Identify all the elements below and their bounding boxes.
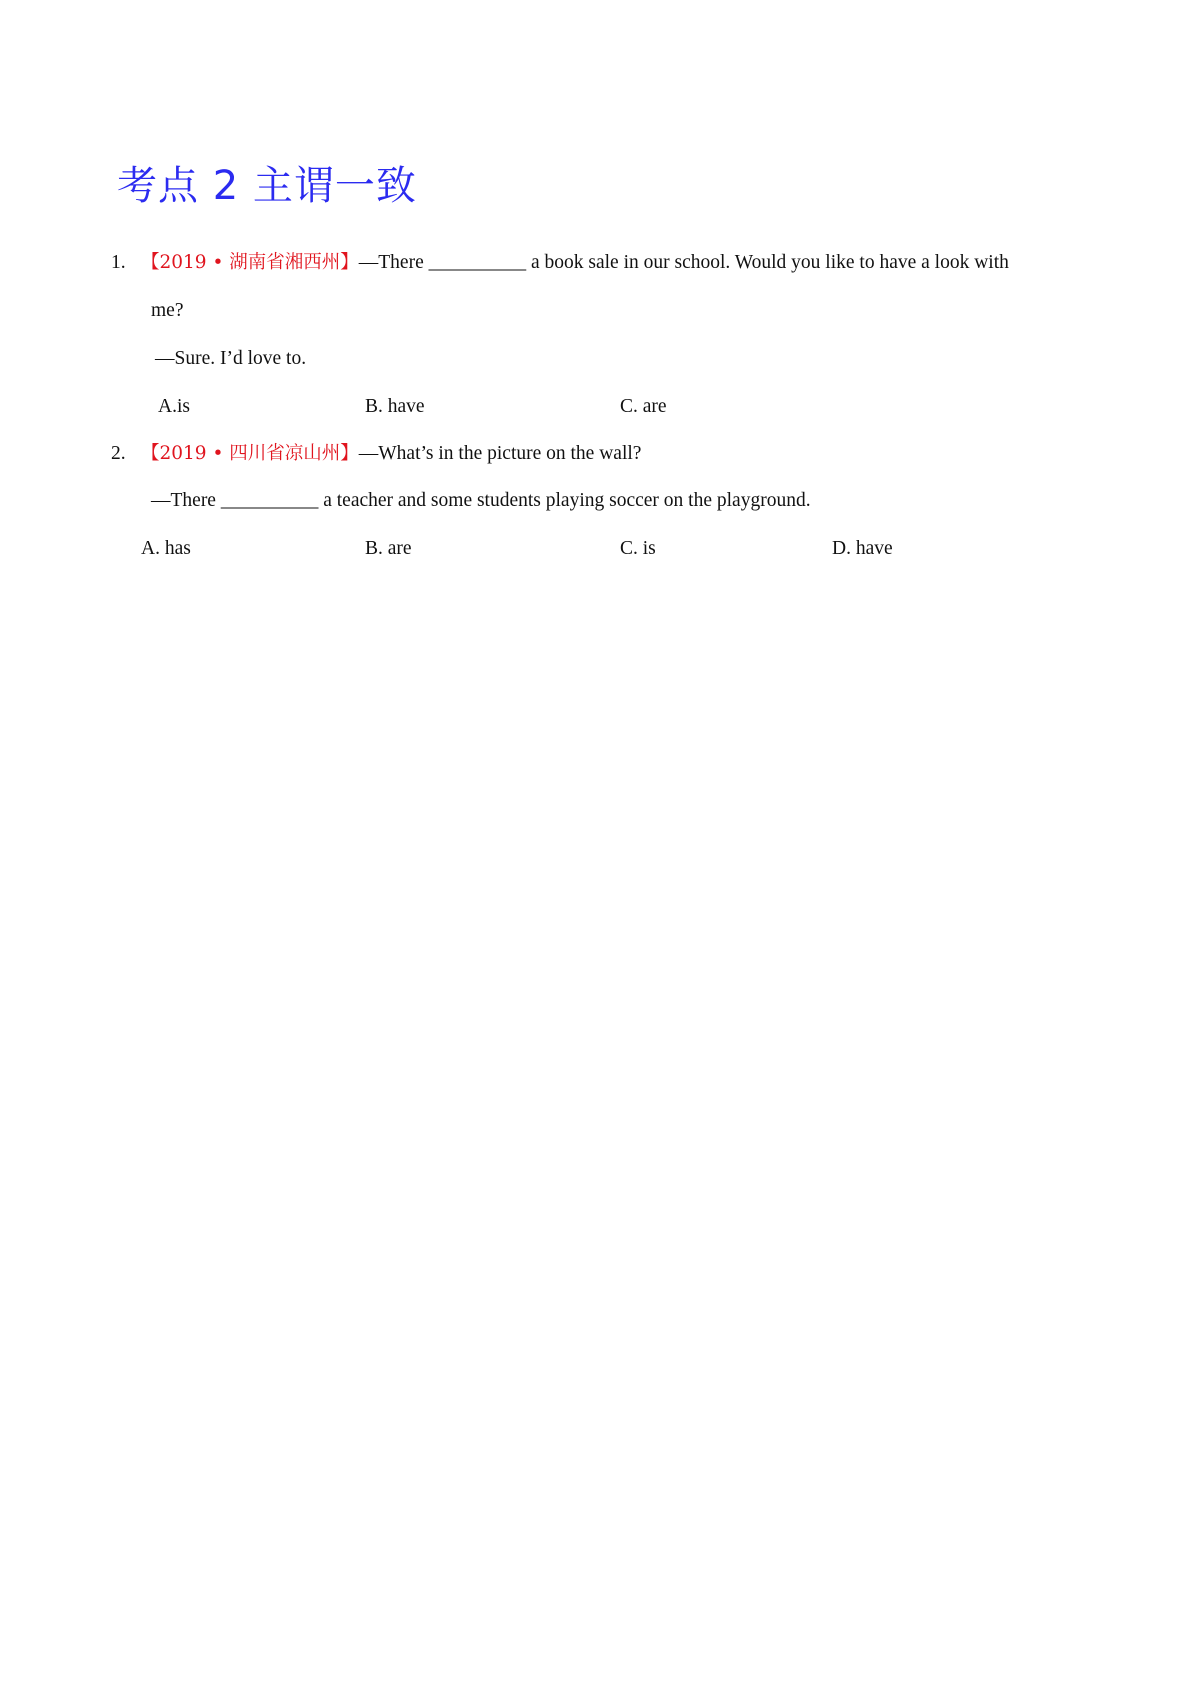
option-c: C. are <box>620 396 667 417</box>
option-b: B. are <box>365 538 412 559</box>
question-1-line-1 <box>111 249 1009 277</box>
option-b: B. have <box>365 396 425 417</box>
option-a: A. has <box>141 538 191 559</box>
option-c: C. is <box>620 538 656 559</box>
question-1-line-2 <box>151 297 183 325</box>
question-text: —There __________ a book sale in our school. Would you like to have a look with <box>358 252 1009 273</box>
question-text: —There __________ a teacher and some students playing soccer on the playground. <box>151 490 811 511</box>
page-title: 考点 2 主谓一致 <box>117 163 417 209</box>
question-source: 【2019 • 四川省凉山州】 <box>141 443 359 464</box>
option-d: D. have <box>832 538 893 559</box>
question-text: me? <box>151 300 184 321</box>
question-source: 【2019 • 湖南省湘西州】 <box>141 252 359 273</box>
question-text: —What’s in the picture on the wall? <box>358 443 642 464</box>
question-1-line-3 <box>155 345 306 373</box>
question-number: 2. <box>111 443 126 464</box>
question-number: 1. <box>111 252 126 273</box>
option-a: A.is <box>158 396 190 417</box>
question-2-line-1 <box>111 440 641 468</box>
question-2-line-2 <box>151 487 811 515</box>
question-text: —Sure. I’d love to. <box>155 348 307 369</box>
